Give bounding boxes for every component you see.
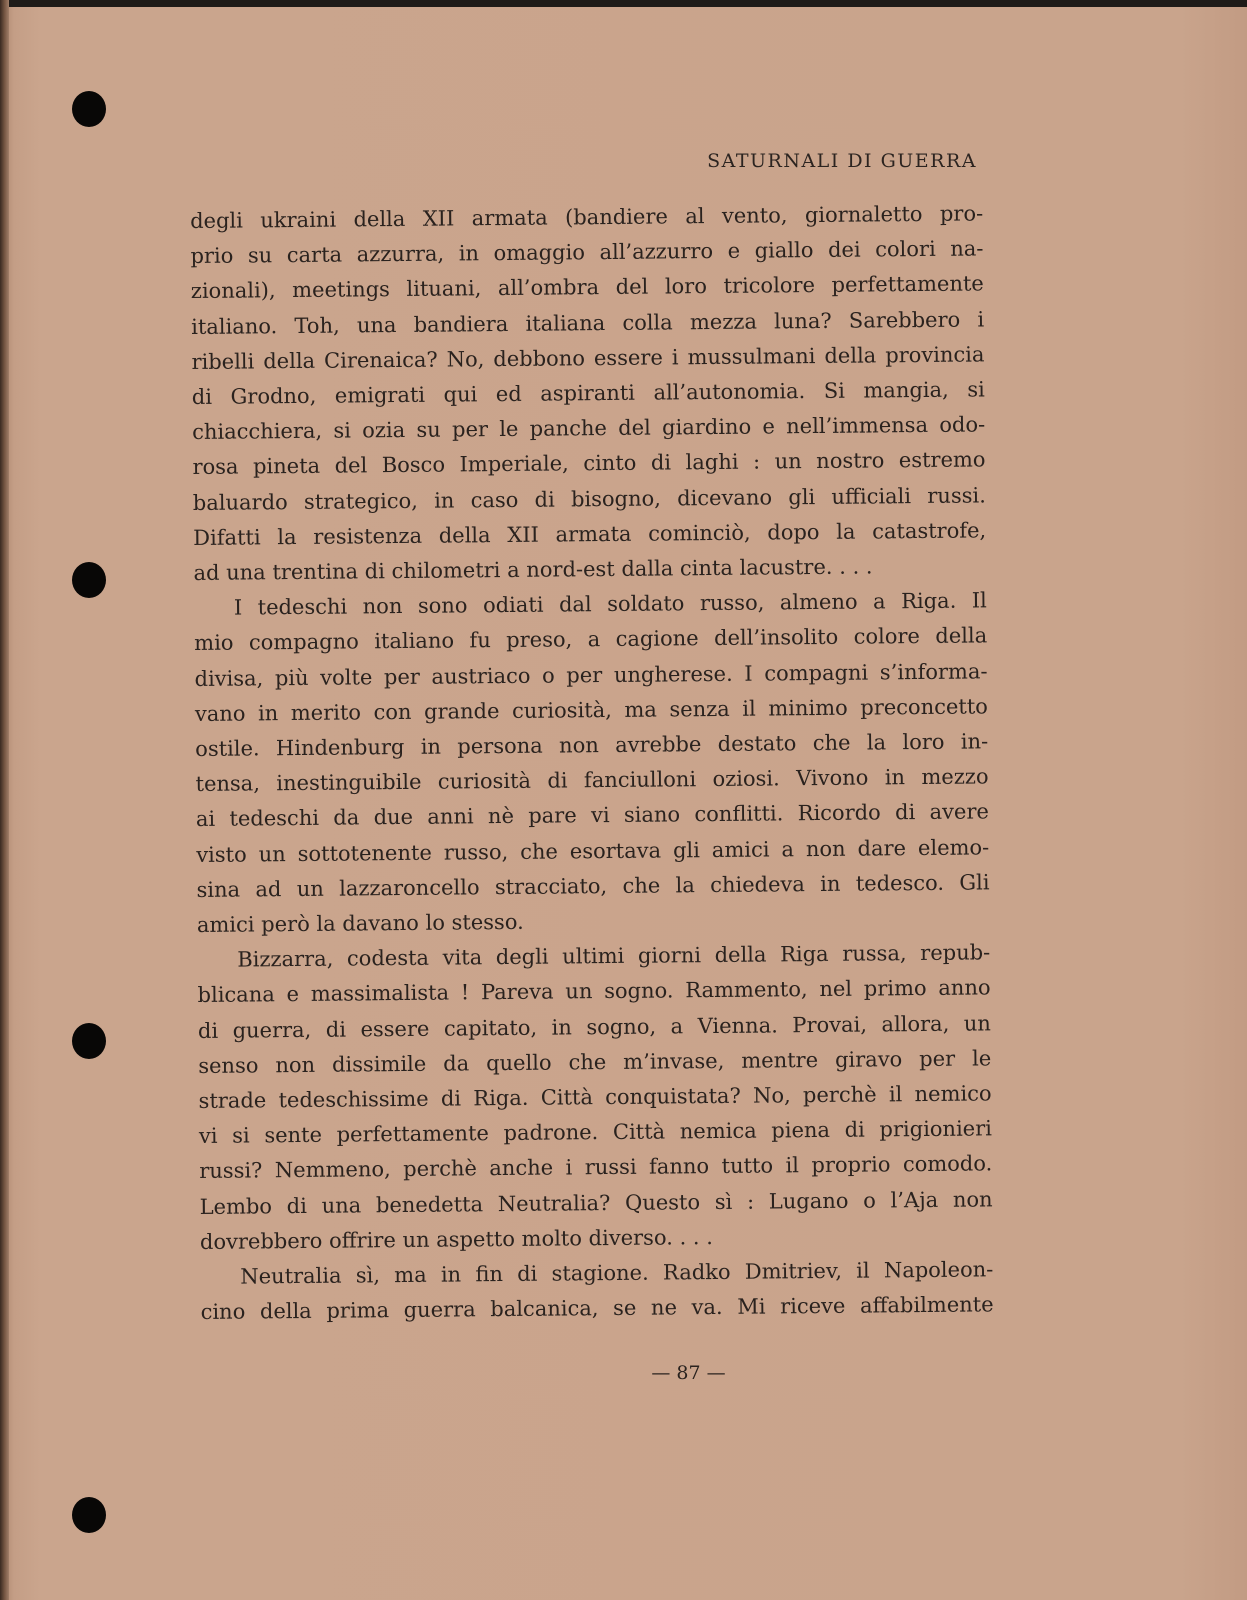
text-line: visto un sottotenente russo, che esortava gli amici a non dare elemo- bbox=[196, 835, 990, 867]
text-line: ai tedeschi da due anni nè pare vi siano conflitti. Ricordo di avere bbox=[195, 799, 989, 832]
text-line: strade tedeschissime di Riga. Città conquistata? No, perchè il nemico bbox=[198, 1081, 992, 1114]
page-number: — 87 — bbox=[651, 1362, 726, 1384]
text-line: tensa, inestinguibile curiosità di fanciulloni oziosi. Vivono in mezzo bbox=[195, 764, 989, 797]
text-line: italiano. Toh, una bandiera italiana colla mezza luna? Sarebbero i bbox=[191, 306, 985, 339]
text-line: Neutralia sì, ma in fin di stagione. Radko Dmitriev, il Napoleon- bbox=[240, 1257, 994, 1289]
body-text bbox=[190, 196, 994, 1330]
punch-hole bbox=[72, 562, 106, 598]
text-line: rosa pineta del Bosco Imperiale, cinto di laghi : un nostro estremo bbox=[192, 447, 986, 480]
text-line: vi si sente perfettamente padrone. Città nemica piena di prigionieri bbox=[198, 1116, 993, 1149]
text-line: dovrebbero offrire un aspetto molto diverso. . . . bbox=[199, 1224, 713, 1254]
text-line: sina ad un lazzaroncello stracciato, che la chiedeva in tedesco. Gli bbox=[196, 870, 990, 902]
text-line: divisa, più volte per austriaco o per ungherese. I compagni s’informa- bbox=[194, 659, 988, 691]
text-line: prio su carta azzurra, in omaggio all’azzurro e giallo dei colori na- bbox=[190, 236, 984, 269]
text-line: di Grodno, emigrati qui ed aspiranti all’autonomia. Si mangia, si bbox=[191, 377, 985, 410]
punch-hole bbox=[72, 1497, 106, 1533]
text-line: zionali), meetings lituani, all’ombra del loro tricolore perfettamente bbox=[190, 271, 984, 304]
text-line: baluardo strategico, in caso di bisogno, dicevano gli ufficiali russi. bbox=[192, 482, 986, 515]
binding-edge bbox=[0, 0, 9, 1600]
text-line: blicana e massimalista ! Pareva un sogno. Rammento, nel primo anno bbox=[197, 975, 991, 1008]
text-line: degli ukraini della XII armata (bandiere al vento, giornaletto pro- bbox=[190, 201, 984, 233]
text-line: russi? Nemmeno, perchè anche i russi fanno tutto il proprio comodo. bbox=[199, 1151, 993, 1184]
text-line: Difatti la resistenza della XII armata cominciò, dopo la catastrofe, bbox=[193, 518, 987, 550]
text-line: chiacchiera, si ozia su per le panche del giardino e nell’immensa odo- bbox=[192, 412, 986, 445]
text-line: vano in merito con grande curiosità, ma senza il minimo preconcetto bbox=[194, 694, 988, 726]
running-title: SATURNALI DI GUERRA bbox=[707, 150, 977, 172]
text-line: senso non dissimile da quello che m’invase, mentre giravo per le bbox=[198, 1046, 992, 1078]
scan-top-edge bbox=[0, 0, 1247, 7]
punch-hole bbox=[72, 1023, 106, 1059]
text-line: I tedeschi non sono odiati dal soldato russo, almeno a Riga. Il bbox=[233, 588, 987, 620]
text-line: amici però la davano lo stesso. bbox=[196, 909, 524, 938]
text-line: cino della prima guerra balcanica, se ne va. Mi riceve affabilmente bbox=[200, 1292, 994, 1325]
punch-hole bbox=[72, 91, 106, 127]
text-line: ad una trentina di chilometri a nord-est dalla cinta lacustre. . . . bbox=[193, 554, 873, 586]
text-line: di guerra, di essere capitato, in sogno, a Vienna. Provai, allora, un bbox=[197, 1011, 992, 1043]
text-line: Lembo di una benedetta Neutralia? Questo sì : Lugano o l’Aja non bbox=[199, 1187, 993, 1219]
text-line: mio compagno italiano fu preso, a cagione dell’insolito colore della bbox=[194, 623, 988, 656]
text-line: Bizzarra, codesta vita degli ultimi giorni della Riga russa, repub- bbox=[237, 940, 991, 972]
text-line: ribelli della Cirenaica? No, debbono essere i mussulmani della provincia bbox=[191, 342, 985, 374]
text-line: ostile. Hindenburg in persona non avrebbe destato che la loro in- bbox=[195, 729, 989, 762]
